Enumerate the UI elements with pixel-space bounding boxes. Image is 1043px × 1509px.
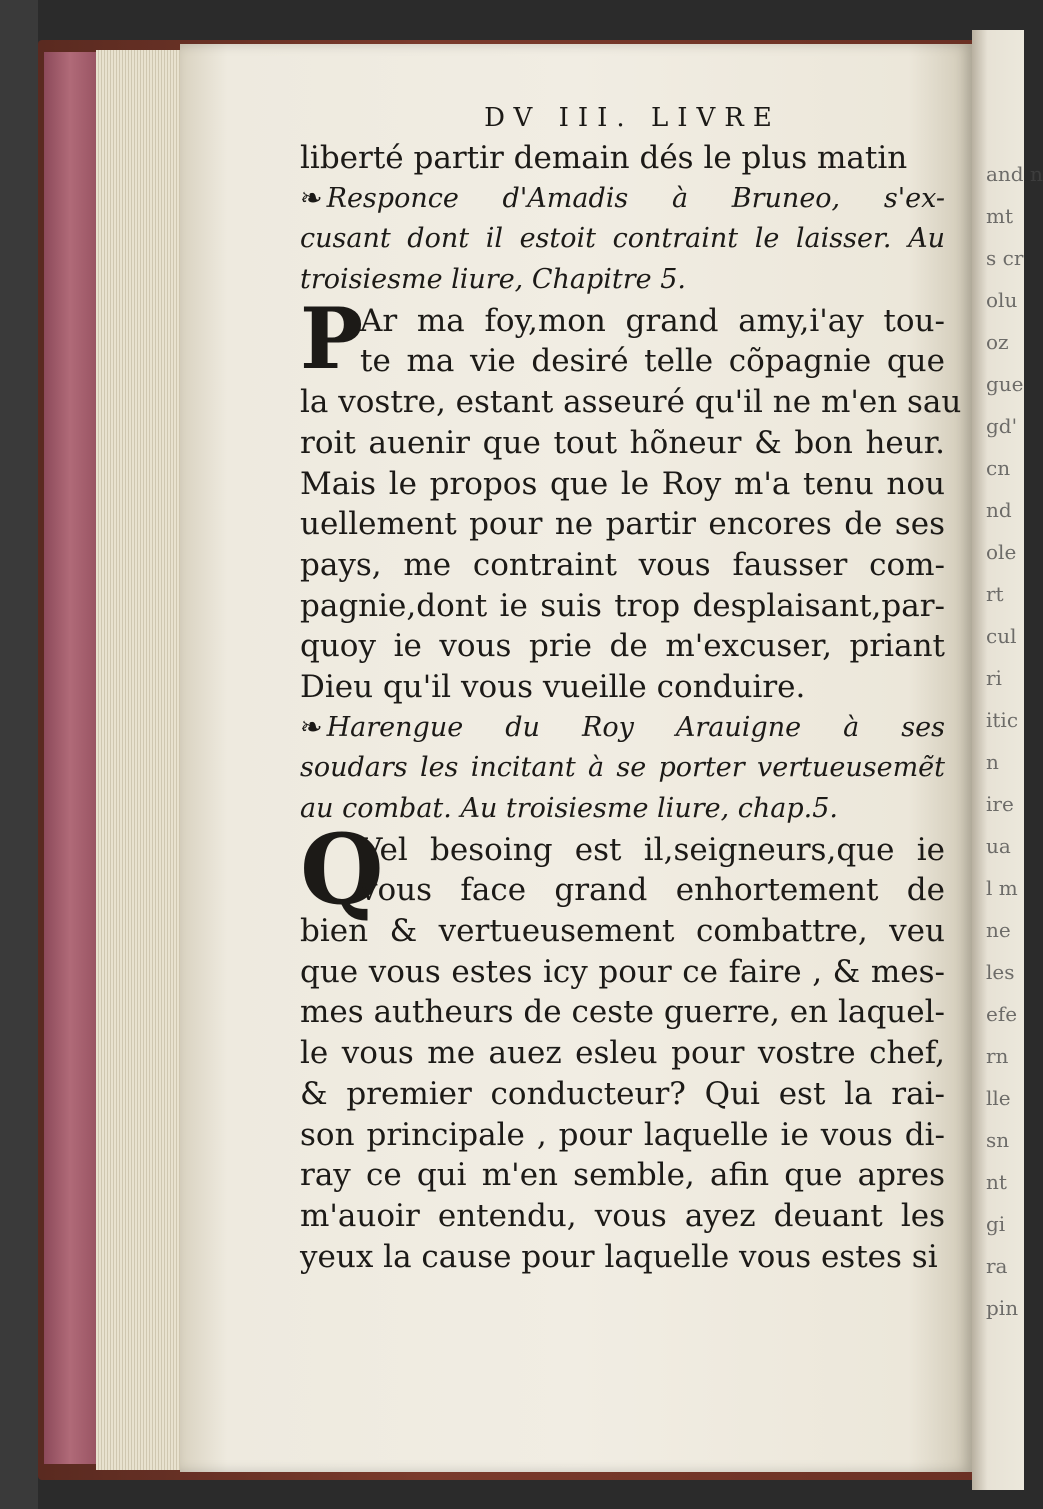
- heading-line: soudars les incitant à se porter vertueusemẽt: [300, 752, 945, 784]
- facing-page-fragment: s cr: [986, 246, 1024, 270]
- facing-page-fragment: gue: [986, 372, 1024, 396]
- page-text: [300, 98, 962, 1277]
- text-line: ray ce qui m'en semble, afin que apres: [300, 1157, 945, 1194]
- facing-page-fragment: n: [986, 750, 999, 774]
- facing-page-fragment: ra: [986, 1254, 1008, 1278]
- facing-page-fragment: cn: [986, 456, 1011, 480]
- facing-page-fragment: sn: [986, 1128, 1010, 1152]
- page-stack-edges: [96, 50, 186, 1470]
- text-line: Dieu qu'il vous vueille conduire.: [300, 668, 806, 705]
- text-line: mes autheurs de ceste guerre, en laquel-: [300, 994, 945, 1031]
- facing-page-fragment: nd: [986, 498, 1012, 522]
- facing-page-fragment: ole: [986, 540, 1017, 564]
- text-line: bien & vertueusement combattre, veu: [300, 913, 945, 950]
- heading-line: ❧ Responce d'Amadis à Bruneo, s'ex-: [300, 182, 945, 214]
- facing-page-fragment: rt: [986, 582, 1004, 606]
- facing-page-fragment: ne: [986, 918, 1011, 942]
- facing-page-fragment: olu: [986, 288, 1018, 312]
- book-cover-edge: [44, 52, 96, 1464]
- facing-page-fragment: les: [986, 960, 1015, 984]
- facing-page-fragment: mt: [986, 204, 1014, 228]
- text-line: yeux la cause pour laquelle vous estes si: [300, 1238, 938, 1275]
- facing-page-fragment: rn: [986, 1044, 1009, 1068]
- heading-line: troisiesme liure, Chapitre 5.: [300, 264, 686, 296]
- facing-page-fragment: nt: [986, 1170, 1007, 1194]
- background-left: [0, 0, 38, 1509]
- facing-page-fragment: l m: [986, 876, 1018, 900]
- heading-line: au combat. Au troisiesme liure, chap.5.: [300, 793, 838, 824]
- facing-page-fragment: ri: [986, 666, 1002, 690]
- text-line: son principale , pour laquelle ie vous di-: [300, 1116, 945, 1153]
- text-line: vous face grand enhortement de: [360, 872, 945, 909]
- text-line: roit auenir que tout hõneur & bon heur.: [300, 424, 945, 461]
- drop-cap: P: [300, 288, 364, 388]
- text-line: pays, me contraint vous fausser com-: [300, 546, 945, 583]
- text-line: liberté partir demain dés le plus matin: [300, 140, 908, 176]
- text-line: m'auoir entendu, vous ayez deuant les: [300, 1197, 945, 1234]
- facing-page-fragment: pin: [986, 1296, 1019, 1320]
- facing-page-fragment: cul: [986, 624, 1017, 648]
- drop-cap: Q: [300, 812, 384, 926]
- text-line: uellement pour ne partir encores de ses: [300, 506, 945, 543]
- facing-page-fragment: oz: [986, 330, 1009, 354]
- text-line: te ma vie desiré telle cõpagnie que: [360, 343, 945, 380]
- facing-page-fragment: ua: [986, 834, 1011, 858]
- text-line: que vous estes icy pour ce faire , & mes-: [300, 953, 945, 990]
- text-line: quoy ie vous prie de m'excuser, priant: [300, 628, 945, 665]
- facing-page-fragment: and n: [986, 162, 1043, 186]
- facing-page-fragment: lle: [986, 1086, 1011, 1110]
- text-line: Q Vel besoing est il,seigneurs,que ie: [300, 812, 945, 926]
- heading-line: cusant dont il estoit contraint le laisser. Au: [300, 223, 945, 255]
- facing-page-fragment: efe: [986, 1002, 1018, 1026]
- facing-page-fragment: itic: [986, 708, 1019, 732]
- text-line: la vostre, estant asseuré qu'il ne m'en sau: [300, 384, 962, 421]
- pilcrow-icon: ❧: [300, 182, 323, 214]
- facing-page: [972, 30, 1043, 1490]
- text-line: le vous me auez esleu pour vostre chef,: [300, 1035, 945, 1072]
- pilcrow-icon: ❧: [300, 711, 323, 743]
- text-line: Mais le propos que le Roy m'a tenu nou: [300, 465, 945, 502]
- text-line: & premier conducteur? Qui est la rai-: [300, 1075, 945, 1112]
- facing-page-fragment: gd': [986, 414, 1018, 438]
- facing-page-fragment: gi: [986, 1212, 1006, 1236]
- running-head: DV III. LIVRE: [484, 103, 781, 133]
- heading-line: ❧ Harengue du Roy Arauigne à ses: [300, 711, 945, 743]
- text-line: P Ar ma foy,mon grand amy,i'ay tou-: [300, 288, 945, 388]
- text-line: pagnie,dont ie suis trop desplaisant,par-: [300, 587, 945, 624]
- facing-page-fragment: ire: [986, 792, 1014, 816]
